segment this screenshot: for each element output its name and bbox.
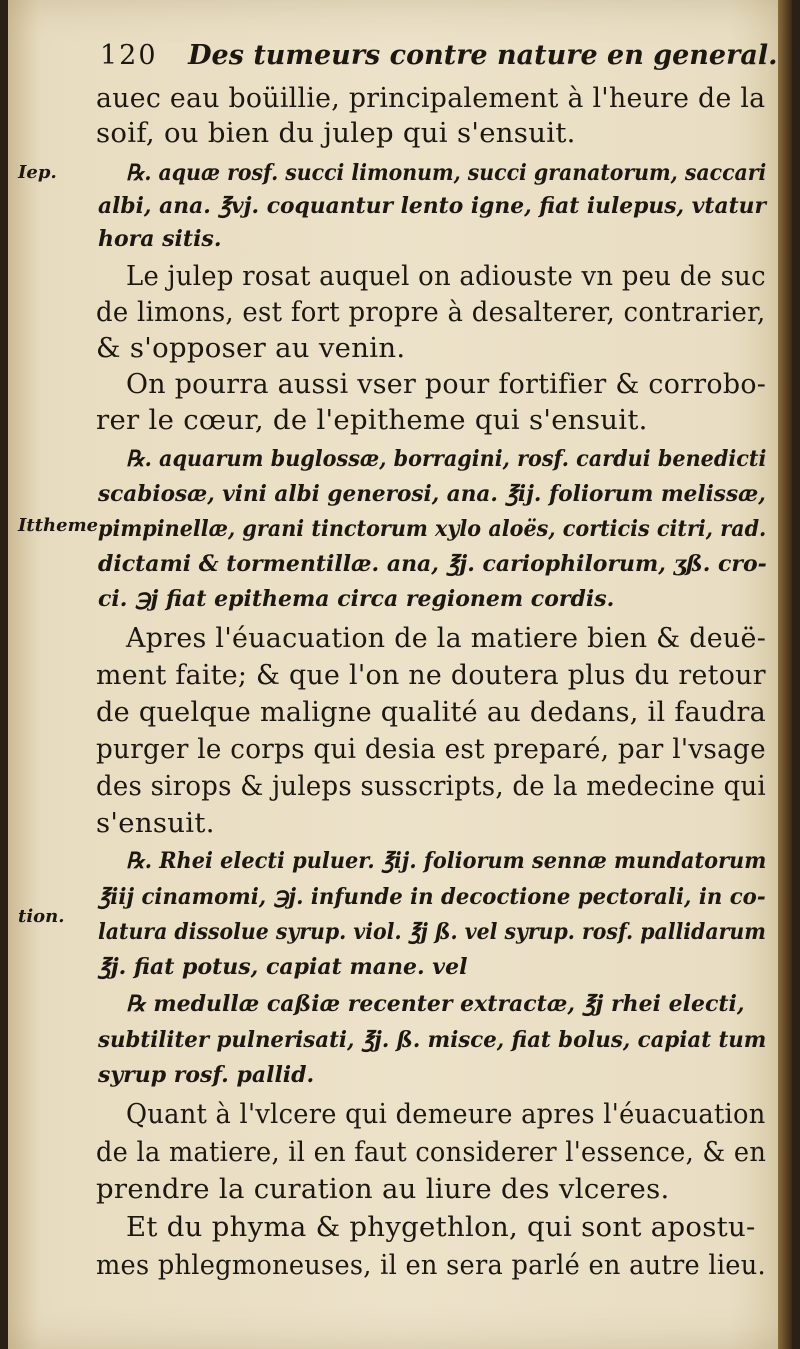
- text-line: de limons, est fort propre à desalterer, contrarier,: [96, 296, 766, 328]
- prescription-line: latura dissolue syrup. viol. ℥j ß. vel syrup. rosf. pallidarum: [98, 919, 766, 945]
- prescription-line: ℞. aquarum buglossæ, borragini, rosf. cardui benedicti: [126, 446, 767, 472]
- text-line: mes phlegmoneuses, il en sera parlé en autre lieu.: [96, 1249, 766, 1281]
- text-line: s'ensuit.: [96, 807, 215, 839]
- prescription-line: ci. ℈j fiat epithema circa regionem cordis.: [98, 586, 615, 612]
- prescription-line: dictami & tormentillæ. ana, ℥j. cariophilorum, ʒß. cro-: [98, 551, 767, 577]
- prescription-line: scabiosæ, vini albi generosi, ana. ℥ij. foliorum melissæ,: [98, 481, 766, 507]
- margin-note: Iep.: [18, 162, 57, 183]
- margin-note: tion.: [18, 906, 65, 927]
- text-line: Le julep rosat auquel on adiouste vn peu de suc: [126, 260, 766, 292]
- margin-note: Ittheme: [18, 515, 99, 536]
- text-line: de la matiere, il en faut considerer l'essence, & en: [96, 1136, 767, 1168]
- prescription-line: albi, ana. ℥vj. coquantur lento igne, fiat iulepus, vtatur: [98, 193, 767, 219]
- prescription-line: ℞. Rhei electi puluer. ℥ij. foliorum sennæ mundatorum: [126, 848, 767, 874]
- text-line: On pourra aussi vser pour fortifier & corrobo-: [126, 368, 767, 400]
- prescription-line: syrup rosf. pallid.: [98, 1062, 315, 1088]
- running-title: Des tumeurs contre nature en general.: [188, 40, 778, 71]
- book-spine: [778, 0, 792, 1349]
- text-line: prendre la curation au liure des vlceres.: [96, 1173, 670, 1205]
- text-line: auec eau boüillie, principalement à l'heure de la: [96, 82, 766, 114]
- text-line: & s'opposer au venin.: [96, 332, 406, 364]
- prescription-line: ℞. aquæ rosf. succi limonum, succi granatorum, saccari: [126, 160, 767, 186]
- prescription-line: ℥iij cinamomi, ℈j. infunde in decoctione pectorali, in co-: [98, 884, 766, 910]
- text-line: Apres l'éuacuation de la matiere bien & deuë-: [126, 622, 767, 654]
- text-line: Et du phyma & phygethlon, qui sont apostu-: [126, 1211, 756, 1243]
- text-line: Quant à l'vlcere qui demeure apres l'éuacuation: [126, 1098, 766, 1130]
- page-header: [100, 40, 777, 71]
- prescription-line: ℥j. fiat potus, capiat mane. vel: [98, 954, 468, 980]
- text-line: des sirops & juleps susscripts, de la medecine qui: [96, 770, 766, 802]
- text-line: ment faite; & que l'on ne doutera plus du retour: [96, 659, 766, 691]
- prescription-line: hora sitis.: [98, 226, 222, 252]
- text-line: purger le corps qui desia est preparé, par l'vsage: [96, 733, 766, 765]
- text-line: soif, ou bien du julep qui s'ensuit.: [96, 117, 576, 149]
- text-line: rer le cœur, de l'epitheme qui s'ensuit.: [96, 404, 648, 436]
- page-number: 120: [100, 40, 158, 71]
- book-page: [8, 0, 792, 1349]
- prescription-line: subtiliter pulnerisati, ℥j. ß. misce, fiat bolus, capiat tum: [98, 1027, 767, 1053]
- prescription-line: pimpinellæ, grani tinctorum xylo aloës, corticis citri, rad.: [98, 516, 767, 542]
- prescription-line: ℞ medullæ caßiæ recenter extractæ, ℥j rhei electi,: [126, 991, 745, 1017]
- text-line: de quelque maligne qualité au dedans, il faudra: [96, 696, 767, 728]
